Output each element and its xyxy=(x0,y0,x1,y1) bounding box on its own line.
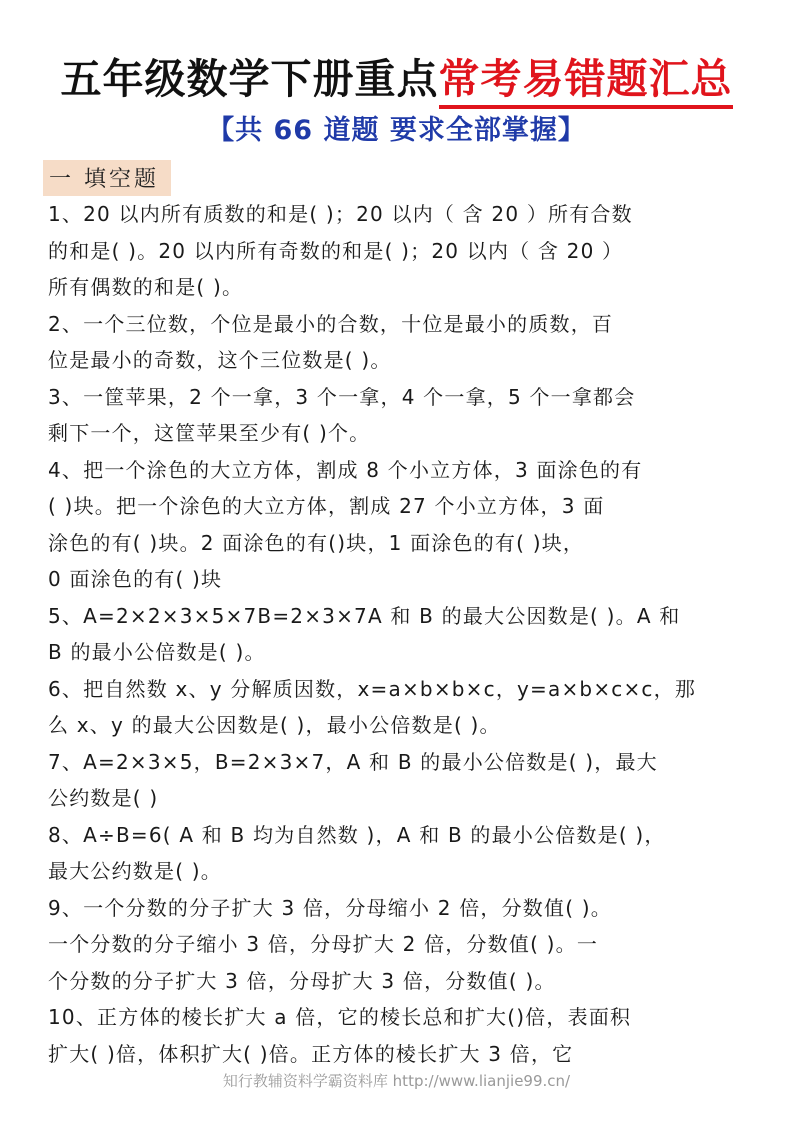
question-line: 7、A=2×3×5，B=2×3×7，A 和 B 的最小公倍数是( )，最大 xyxy=(48,749,658,774)
page-subtitle: 【共 66 道题 要求全部掌握】 xyxy=(207,115,586,146)
question-line: 剩下一个，这筐苹果至少有( )个。 xyxy=(48,421,371,445)
question-line: 位是最小的奇数，这个三位数是( )。 xyxy=(48,348,392,372)
section-heading: 一 填空题 xyxy=(43,160,171,196)
title-main: 五年级数学下册重点 xyxy=(60,55,439,103)
question-line: 6、把自然数 x、y 分解质因数，x=a×b×b×c，y=a×b×c×c，那 xyxy=(48,676,697,701)
question-line: 么 x、y 的最大公因数是( )，最小公倍数是( )。 xyxy=(48,713,501,737)
question-line: ( )块。把一个涂色的大立方体，割成 27 个小立方体，3 面 xyxy=(48,494,605,518)
question-line: 9、一个分数的分子扩大 3 倍，分母缩小 2 倍，分数值( )。 xyxy=(48,895,612,920)
question-line: 最大公约数是( )。 xyxy=(48,859,222,883)
question-line: 公约数是( ) xyxy=(48,786,159,810)
title-highlight: 常考易错题汇总 xyxy=(439,55,733,109)
question-line: 0 面涂色的有( )块 xyxy=(48,567,223,591)
question-list xyxy=(48,196,748,1072)
question-line: 5、A=2×2×3×5×7B=2×3×7A 和 B 的最大公因数是( )。A 和 xyxy=(48,603,681,628)
question-line: 一个分数的分子缩小 3 倍，分母扩大 2 倍，分数值( )。一 xyxy=(48,932,599,956)
footer-watermark: 知行教辅资料学霸资料库 http://www.lianjie99.cn/ xyxy=(222,1072,571,1090)
question-line: 所有偶数的和是( )。 xyxy=(48,275,244,299)
question-line: 4、把一个涂色的大立方体，割成 8 个小立方体，3 面涂色的有 xyxy=(48,457,643,482)
page-title xyxy=(0,46,793,105)
question-line: 的和是( )。20 以内所有奇数的和是( )；20 以内（ 含 20 ） xyxy=(48,238,624,263)
question-line: 3、一筐苹果，2 个一拿，3 个一拿，4 个一拿，5 个一拿都会 xyxy=(48,384,636,409)
question-line: 10、正方体的棱长扩大 a 倍，它的棱长总和扩大()倍，表面积 xyxy=(48,1005,632,1029)
question-line: 个分数的分子扩大 3 倍，分母扩大 3 倍，分数值( )。 xyxy=(48,968,556,993)
question-line: 涂色的有( )块。2 面涂色的有()块，1 面涂色的有( )块， xyxy=(48,530,585,555)
question-line: 1、20 以内所有质数的和是( )；20 以内（ 含 20 ）所有合数 xyxy=(48,202,633,226)
question-line: B 的最小公倍数是( )。 xyxy=(48,640,266,664)
question-line: 2、一个三位数，个位是最小的合数，十位是最小的质数，百 xyxy=(48,311,614,336)
question-line: 8、A÷B=6( A 和 B 均为自然数 )，A 和 B 的最小公倍数是( )， xyxy=(48,822,666,847)
question-line: 扩大( )倍，体积扩大( )倍。正方体的棱长扩大 3 倍，它 xyxy=(48,1041,574,1066)
